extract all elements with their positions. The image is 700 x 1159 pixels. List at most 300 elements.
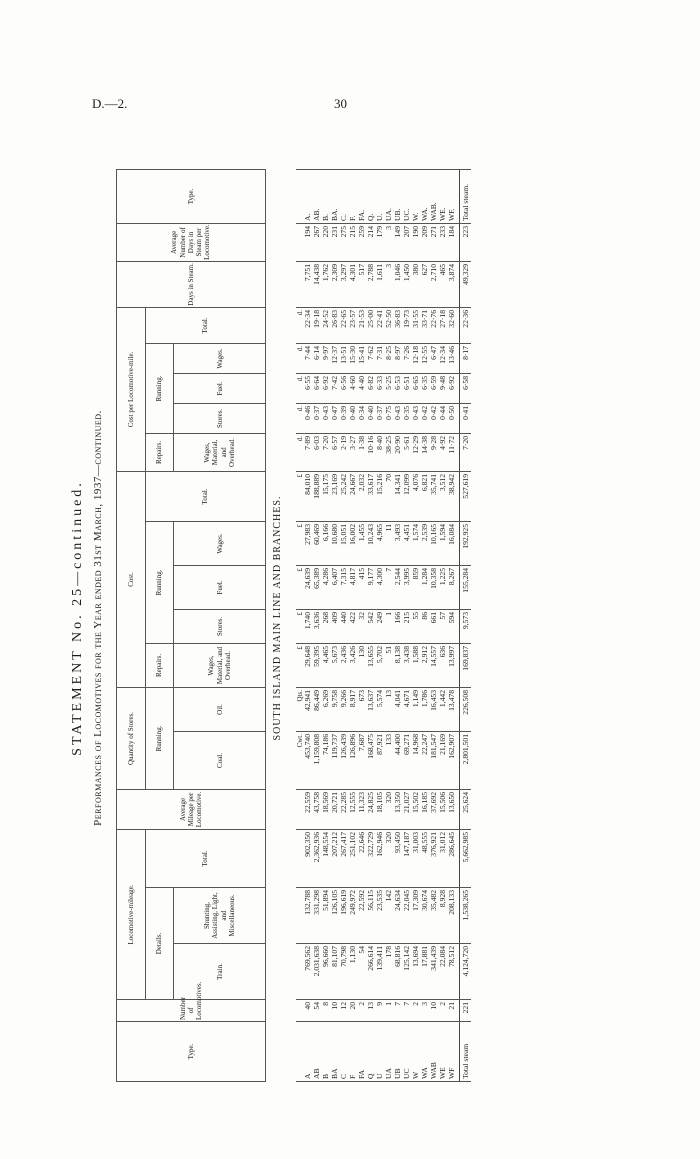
total-cost-repairs: 169,837 [460, 644, 471, 688]
cell-number: 13 [367, 1000, 376, 1022]
cell-cost-fuel: 1,284 [421, 566, 430, 610]
total-oil: 226,508 [460, 688, 471, 732]
cell-cpm-repairs: 38·25 [385, 434, 394, 472]
cell-cost-fuel: 415 [358, 566, 367, 610]
cell-cost-wages: 1,455 [358, 522, 367, 566]
cell-cost-total: 15,216 [376, 472, 385, 522]
cell-mileage-total: 22,646 [358, 830, 367, 888]
cell-type: WF [448, 1022, 460, 1082]
cell-type-right: UB. [394, 170, 403, 224]
cell-train: 13,694 [412, 944, 421, 1000]
unit-cpm-total: d. [296, 308, 304, 344]
cell-type: AB [313, 1022, 322, 1082]
cell-coal: 87,921 [376, 732, 385, 790]
table-row [367, 170, 376, 1082]
cell-type: Q [367, 1022, 376, 1082]
cell-cpm-stores: 0·43 [394, 404, 403, 434]
cell-cost-wages: 15,051 [340, 522, 349, 566]
cell-avg-days: 271 [430, 224, 439, 262]
cell-cost-stores: 57 [439, 610, 448, 644]
cell-cost-repairs: 3,426 [349, 644, 358, 688]
cell-train: 17,881 [421, 944, 430, 1000]
cell-shunting: 208,133 [448, 888, 460, 944]
cell-days-steam: 1,450 [403, 262, 412, 308]
cell-days-steam: 2,710 [430, 262, 439, 308]
col-coal: Coal. [174, 731, 266, 789]
col-mileage-total: Total. [145, 829, 265, 887]
cell-cpm-total: 24·52 [322, 308, 331, 344]
cell-train: 78,512 [448, 944, 460, 1000]
total-train: 4,124,720 [460, 944, 471, 1000]
cell-cost-total: 15,175 [322, 472, 331, 522]
cell-coal: 181,547 [430, 732, 439, 790]
cell-train: 769,562 [304, 944, 313, 1000]
cell-days-steam: 4,301 [349, 262, 358, 308]
cell-avg-mileage: 22,559 [304, 790, 313, 830]
cell-days-steam: 7,751 [304, 262, 313, 308]
unit-cost-repairs: £ [296, 644, 304, 688]
cell-train: 54 [358, 944, 367, 1000]
cell-cost-repairs: 13,997 [448, 644, 460, 688]
cell-cpm-total: 32·60 [448, 308, 460, 344]
cell-avg-days: 3 [385, 224, 394, 262]
col-cost-wages-material: Wages, Material, and Overhead. [174, 643, 266, 687]
cell-mileage-total: 320 [385, 830, 394, 888]
cell-days-steam: 3,297 [340, 262, 349, 308]
cell-type: F [349, 1022, 358, 1082]
cell-cpm-repairs: 12·29 [412, 434, 421, 472]
cell-avg-days: 207 [403, 224, 412, 262]
cell-number: 2 [439, 1000, 448, 1022]
cell-oil: 5,574 [376, 688, 385, 732]
cell-cost-stores: 661 [430, 610, 439, 644]
cell-oil: 13 [385, 688, 394, 732]
table-row [439, 170, 448, 1082]
col-cpm-stores: Stores. [174, 403, 266, 433]
cell-cpm-total: 22·76 [430, 308, 439, 344]
cell-avg-mileage: 21,027 [403, 790, 412, 830]
cell-cost-wages: 6,166 [322, 522, 331, 566]
col-cpm-wages: Wages. [174, 343, 266, 373]
cell-number: 21 [448, 1000, 460, 1022]
cell-shunting: 22,045 [403, 888, 412, 944]
col-cost-wages: Wages. [174, 521, 266, 565]
rotated-statement-sheet [72, 128, 562, 1108]
col-cost-per-mile: Cost per Locomotive-mile. [117, 307, 146, 471]
cell-type: W [412, 1022, 421, 1082]
cell-cpm-fuel: 9·48 [439, 374, 448, 404]
cell-cpm-fuel: 6·56 [340, 374, 349, 404]
cell-cost-wages: 4,965 [376, 522, 385, 566]
cell-cpm-stores: 0·75 [385, 404, 394, 434]
cell-days-steam: 1,046 [394, 262, 403, 308]
cell-avg-days: 275 [340, 224, 349, 262]
page-number: 30 [334, 96, 347, 111]
cell-cost-total: 4,076 [412, 472, 421, 522]
cell-type-right: U. [376, 170, 385, 224]
cell-oil: 673 [358, 688, 367, 732]
col-cpm-repairs: Repairs. [145, 433, 174, 471]
cell-cost-wages: 10,680 [331, 522, 340, 566]
cell-cpm-fuel: 4·60 [349, 374, 358, 404]
col-qty-stores: Quantity of Stores. [117, 687, 146, 789]
cell-cpm-wages: 15·41 [358, 344, 367, 374]
cell-cost-stores: 542 [367, 610, 376, 644]
cell-avg-mileage: 22,285 [340, 790, 349, 830]
total-cost-stores: 9,573 [460, 610, 471, 644]
cell-train: 178 [385, 944, 394, 1000]
cell-type-right: A. [304, 170, 313, 224]
cell-shunting: 331,298 [313, 888, 322, 944]
cell-avg-days: 231 [331, 224, 340, 262]
statement-subtitle: Performances of Locomotives for the Year ended 31st March, 1937—continued. [92, 410, 104, 826]
cell-cost-wages: 3,493 [394, 522, 403, 566]
cell-cpm-fuel: 6·35 [421, 374, 430, 404]
cell-avg-days: 184 [448, 224, 460, 262]
cell-cpm-wages: 13·46 [448, 344, 460, 374]
cell-avg-days: 267 [313, 224, 322, 262]
cell-coal: 7,687 [358, 732, 367, 790]
table-row [331, 170, 340, 1082]
cell-type-right: UC. [403, 170, 412, 224]
cell-cost-fuel: 6,407 [331, 566, 340, 610]
total-cost-wages: 192,925 [460, 522, 471, 566]
cell-cpm-repairs: 10·16 [367, 434, 376, 472]
cell-avg-days: 215 [349, 224, 358, 262]
cell-type-right: WE. [439, 170, 448, 224]
table-row [340, 170, 349, 1082]
unit-cpm-fuel: d. [296, 374, 304, 404]
cell-cpm-fuel: 6·92 [322, 374, 331, 404]
cell-avg-mileage: 18,569 [322, 790, 331, 830]
cell-cost-wages: 27,983 [304, 522, 313, 566]
cell-cpm-fuel: 6·51 [403, 374, 412, 404]
total-coal: 2,801,501 [460, 732, 471, 790]
cell-avg-mileage: 11,323 [358, 790, 367, 830]
cell-cost-wages: 1,594 [439, 522, 448, 566]
cell-mileage-total: 2,362,936 [313, 830, 322, 888]
cell-shunting: 17,309 [412, 888, 421, 944]
cell-cost-repairs: 1,588 [412, 644, 421, 688]
table-row [421, 170, 430, 1082]
cell-shunting: 35,482 [430, 888, 439, 944]
cell-number: 1 [385, 1000, 394, 1022]
cell-avg-mileage: 20,721 [331, 790, 340, 830]
cell-oil: 1,442 [439, 688, 448, 732]
cell-type: WE [439, 1022, 448, 1082]
cell-cost-fuel: 1,225 [439, 566, 448, 610]
cell-mileage-total: 162,946 [376, 830, 385, 888]
cell-oil: 8,917 [349, 688, 358, 732]
cell-cpm-repairs: 1·38 [358, 434, 367, 472]
cell-avg-days: 179 [376, 224, 385, 262]
cell-cpm-stores: 0·44 [439, 404, 448, 434]
unit-cost-wages: £ [296, 522, 304, 566]
col-oil: Oil. [174, 687, 266, 731]
total-shunting: 1,538,265 [460, 888, 471, 944]
cell-type-right: BA. [331, 170, 340, 224]
cell-oil: 13,637 [367, 688, 376, 732]
cell-cost-total: 25,242 [340, 472, 349, 522]
cell-shunting: 56,115 [367, 888, 376, 944]
cell-days-steam: 2,788 [367, 262, 376, 308]
cell-cost-stores: 32 [358, 610, 367, 644]
table-row [349, 170, 358, 1082]
cell-cpm-stores: 0·35 [403, 404, 412, 434]
cell-cpm-total: 19·73 [403, 308, 412, 344]
col-cost-total: Total. [145, 471, 265, 521]
col-type-right: Type. [117, 169, 266, 223]
cell-cost-total: 24,667 [349, 472, 358, 522]
cell-avg-days: 233 [439, 224, 448, 262]
cell-cost-stores: 594 [448, 610, 460, 644]
cell-cost-stores: 422 [349, 610, 358, 644]
total-avg-mileage: 25,624 [460, 790, 471, 830]
cell-shunting: 142 [385, 888, 394, 944]
cell-cost-stores: 1,740 [304, 610, 313, 644]
cell-cost-total: 70 [385, 472, 394, 522]
cell-cpm-stores: 0·42 [430, 404, 439, 434]
cell-cpm-wages: 12·34 [439, 344, 448, 374]
section-heading: SOUTH ISLAND MAIN LINE AND BRANCHES. [272, 495, 283, 741]
unit-cost-total: £ [296, 472, 304, 522]
cell-cost-total: 12,099 [403, 472, 412, 522]
locomotive-table [296, 169, 471, 1082]
cell-coal: 126,439 [340, 732, 349, 790]
cell-number: 3 [421, 1000, 430, 1022]
cell-cost-total: 38,942 [448, 472, 460, 522]
cell-cost-repairs: 51 [385, 644, 394, 688]
cell-cost-wages: 10,243 [367, 522, 376, 566]
cell-cpm-wages: 8·25 [385, 344, 394, 374]
cell-type: C [340, 1022, 349, 1082]
cell-cpm-total: 31·55 [412, 308, 421, 344]
cell-days-steam: 14,438 [313, 262, 322, 308]
cell-cost-fuel: 10,358 [430, 566, 439, 610]
cell-cost-stores: 440 [340, 610, 349, 644]
cell-cost-repairs: 13,655 [367, 644, 376, 688]
cell-cost-total: 35,741 [430, 472, 439, 522]
cell-cost-stores: 86 [421, 610, 430, 644]
cell-train: 68,816 [394, 944, 403, 1000]
cell-cost-wages: 60,469 [313, 522, 322, 566]
cell-avg-days: 194 [304, 224, 313, 262]
cell-shunting: 196,619 [340, 888, 349, 944]
total-cpm-wages: 8·17 [460, 344, 471, 374]
cell-cpm-wages: 7·26 [403, 344, 412, 374]
cell-cpm-fuel: 7·42 [331, 374, 340, 404]
cell-cpm-repairs: 20·90 [394, 434, 403, 472]
cell-cpm-stores: 0·50 [448, 404, 460, 434]
cell-oil: 4,671 [403, 688, 412, 732]
cell-cpm-wages: 6·47 [430, 344, 439, 374]
cell-mileage-total: 267,417 [340, 830, 349, 888]
cell-cost-repairs: 3,438 [403, 644, 412, 688]
cell-mileage-total: 322,729 [367, 830, 376, 888]
cell-shunting: 249,972 [349, 888, 358, 944]
cell-cost-repairs: 5,702 [376, 644, 385, 688]
cell-cpm-wages: 7·44 [304, 344, 313, 374]
cell-cpm-total: 22·65 [340, 308, 349, 344]
cell-cost-wages: 11 [385, 522, 394, 566]
table-row [448, 170, 460, 1082]
cell-cost-stores: 409 [331, 610, 340, 644]
cell-number: 12 [340, 1000, 349, 1022]
cell-cpm-stores: 0·39 [340, 404, 349, 434]
cell-cpm-repairs: 14·38 [421, 434, 430, 472]
cell-oil: 4,041 [394, 688, 403, 732]
total-type-right: Total steam. [460, 170, 471, 224]
cell-cost-fuel: 3,995 [403, 566, 412, 610]
cell-type: WA [421, 1022, 430, 1082]
cell-cpm-repairs: 11·72 [448, 434, 460, 472]
unit-cost-fuel: £ [296, 566, 304, 610]
cell-train: 139,411 [376, 944, 385, 1000]
unit-cpm-repairs: d. [296, 434, 304, 472]
cell-days-steam: 3 [385, 262, 394, 308]
cell-avg-days: 209 [421, 224, 430, 262]
unit-oil: Qts. [296, 688, 304, 732]
cell-train: 1,130 [349, 944, 358, 1000]
cell-shunting: 23,535 [376, 888, 385, 944]
cell-cost-wages: 4,451 [403, 522, 412, 566]
cell-cost-stores: 268 [322, 610, 331, 644]
cell-cpm-stores: 0·46 [304, 404, 313, 434]
cell-type-right: WAB. [430, 170, 439, 224]
cell-cost-repairs: 130 [358, 644, 367, 688]
cell-cpm-fuel: 6·82 [367, 374, 376, 404]
cell-cpm-total: 36·83 [394, 308, 403, 344]
cell-days-steam: 2,309 [331, 262, 340, 308]
cell-train: 22,084 [439, 944, 448, 1000]
cell-days-steam: 517 [358, 262, 367, 308]
cell-number: 8 [322, 1000, 331, 1022]
cell-cpm-repairs: 9·28 [430, 434, 439, 472]
cell-cost-stores: 3,636 [313, 610, 322, 644]
col-avg-mileage: Average Mileage per Locomotive. [117, 789, 266, 829]
cell-cpm-wages: 6·14 [313, 344, 322, 374]
cell-coal: 44,400 [394, 732, 403, 790]
cell-coal: 22,247 [421, 732, 430, 790]
cell-cost-stores: 215 [403, 610, 412, 644]
cell-mileage-total: 48,555 [421, 830, 430, 888]
table-row [385, 170, 394, 1082]
cell-cost-total: 6,821 [421, 472, 430, 522]
cell-cpm-stores: 0·40 [349, 404, 358, 434]
cell-cost-total: 3,512 [439, 472, 448, 522]
cell-coal: 14,968 [412, 732, 421, 790]
cell-avg-mileage: 18,105 [376, 790, 385, 830]
cell-type-right: WF. [448, 170, 460, 224]
cell-coal: 74,186 [322, 732, 331, 790]
cell-cost-stores: 1 [385, 610, 394, 644]
cell-type: WAB [430, 1022, 439, 1082]
cell-avg-mileage: 320 [385, 790, 394, 830]
cell-days-steam: 627 [421, 262, 430, 308]
cell-cost-stores: 55 [412, 610, 421, 644]
cell-shunting: 126,105 [331, 888, 340, 944]
cell-type: BA [331, 1022, 340, 1082]
total-avg-days: 223 [460, 224, 471, 262]
cell-cpm-wages: 9·97 [322, 344, 331, 374]
cell-cpm-fuel: 6·53 [394, 374, 403, 404]
cell-cpm-total: 19·18 [313, 308, 322, 344]
cell-train: 266,614 [367, 944, 376, 1000]
cell-cost-wages: 1,574 [412, 522, 421, 566]
table-row [430, 170, 439, 1082]
cell-cpm-wages: 8·97 [394, 344, 403, 374]
cell-type-right: W. [412, 170, 421, 224]
cell-train: 341,439 [430, 944, 439, 1000]
col-cpm-fuel: Fuel. [174, 373, 266, 403]
table-header [116, 169, 266, 1082]
cell-cost-repairs: 29,648 [304, 644, 313, 688]
col-cpm-wages-material: Wages, Material, and Overhead. [174, 433, 266, 471]
cell-cpm-stores: 0·47 [331, 404, 340, 434]
cell-cost-repairs: 59,395 [313, 644, 322, 688]
cell-cpm-total: 22·41 [376, 308, 385, 344]
table-row [313, 170, 322, 1082]
cell-days-steam: 1,611 [376, 262, 385, 308]
cell-type-right: F. [349, 170, 358, 224]
cell-avg-days: 190 [412, 224, 421, 262]
cell-shunting: 24,634 [394, 888, 403, 944]
cell-number: 2 [358, 1000, 367, 1022]
cell-type-right: UA. [385, 170, 394, 224]
cell-mileage-total: 251,102 [349, 830, 358, 888]
cell-type: UB [394, 1022, 403, 1082]
cell-cpm-fuel: 6·92 [448, 374, 460, 404]
unit-cost-stores: £ [296, 610, 304, 644]
unit-cpm-stores: d. [296, 404, 304, 434]
cell-cost-total: 33,617 [367, 472, 376, 522]
col-cost-stores: Stores. [174, 609, 266, 643]
total-cpm-repairs: 7·20 [460, 434, 471, 472]
cell-cpm-repairs: 6·57 [331, 434, 340, 472]
cell-type: U [376, 1022, 385, 1082]
cell-cpm-stores: 0·43 [412, 404, 421, 434]
cell-cost-fuel: 8,267 [448, 566, 460, 610]
cell-type: A [304, 1022, 313, 1082]
cell-cost-fuel: 859 [412, 566, 421, 610]
cell-cpm-repairs: 7·89 [304, 434, 313, 472]
cell-type: UA [385, 1022, 394, 1082]
cell-days-steam: 1,762 [322, 262, 331, 308]
cell-coal: 168,475 [367, 732, 376, 790]
cell-days-steam: 380 [412, 262, 421, 308]
cell-oil: 1,149 [412, 688, 421, 732]
cell-number: 2 [412, 1000, 421, 1022]
col-avg-days: Average Number of Days in Steam per Locomotive. [117, 223, 266, 261]
col-cost-repairs: Repairs. [145, 643, 174, 687]
cell-avg-days: 214 [367, 224, 376, 262]
cell-coal: 162,907 [448, 732, 460, 790]
cell-train: 96,660 [322, 944, 331, 1000]
cell-shunting: 51,894 [322, 888, 331, 944]
cell-cpm-fuel: 6·33 [376, 374, 385, 404]
table-row [412, 170, 421, 1082]
col-number: Number of Locomotives. [117, 1000, 266, 1022]
table-row [403, 170, 412, 1082]
cell-train: 125,142 [403, 944, 412, 1000]
cell-cpm-fuel: 5·25 [385, 374, 394, 404]
cell-cpm-stores: 0·34 [358, 404, 367, 434]
cell-coal: 119,737 [331, 732, 340, 790]
col-cpm-running: Running. [145, 343, 174, 433]
cell-cpm-wages: 7·31 [376, 344, 385, 374]
cell-cost-total: 23,169 [331, 472, 340, 522]
cell-cpm-fuel: 6·59 [430, 374, 439, 404]
